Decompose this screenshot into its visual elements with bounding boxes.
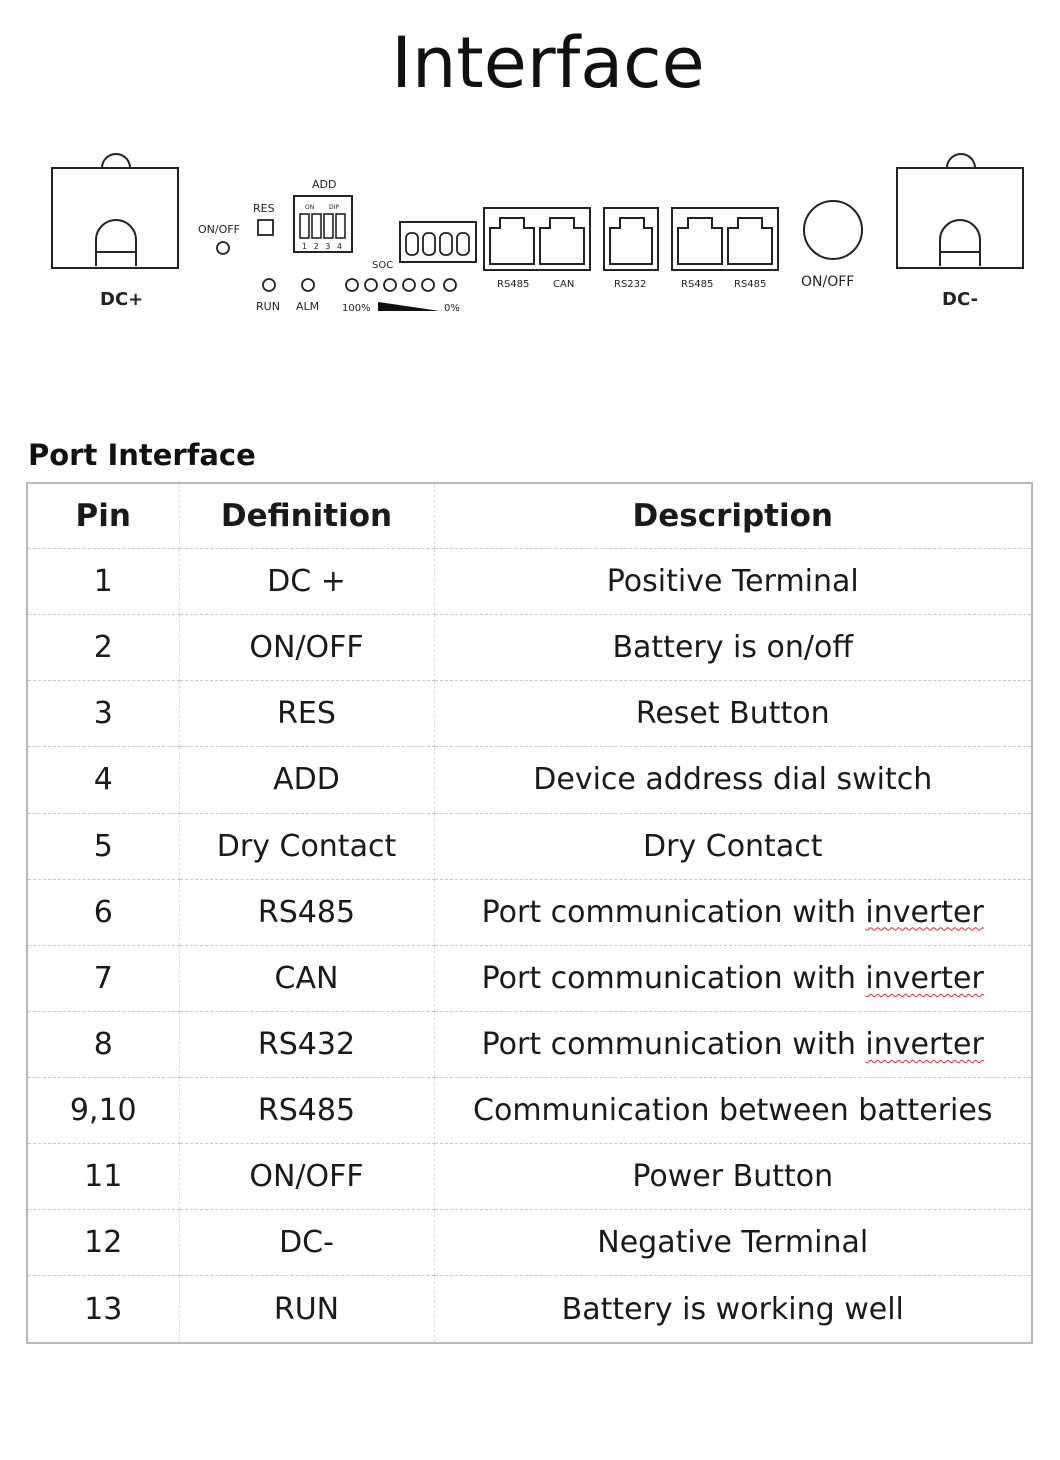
description-cell: Port communication with inverter xyxy=(434,945,1032,1011)
definition-cell: RS485 xyxy=(179,1078,434,1144)
column-header-description: Description xyxy=(434,483,1032,549)
table-row xyxy=(27,945,1032,1011)
table-row xyxy=(27,1144,1032,1210)
on-off-small-label: ON/OFF xyxy=(198,223,240,236)
description-cell: Device address dial switch xyxy=(434,747,1032,813)
pin-cell: 3 xyxy=(27,681,179,747)
table-row xyxy=(27,549,1032,615)
rs485-pair-port-icon xyxy=(672,208,778,270)
pin-cell: 13 xyxy=(27,1276,179,1343)
pin-cell: 6 xyxy=(27,879,179,945)
definition-cell: DC- xyxy=(179,1210,434,1276)
definition-cell: Dry Contact xyxy=(179,813,434,879)
soc-label: SOC xyxy=(372,260,394,271)
port-interface-heading: Port Interface xyxy=(28,438,256,472)
table-row xyxy=(27,1276,1032,1343)
description-cell: Reset Button xyxy=(434,681,1032,747)
table-row xyxy=(27,879,1032,945)
port-interface-table xyxy=(26,482,1033,1344)
rs232-port-label: RS232 xyxy=(614,279,647,290)
table-row xyxy=(27,747,1032,813)
column-header-pin: Pin xyxy=(27,483,179,549)
can-port-label: CAN xyxy=(553,279,575,290)
table-header-row xyxy=(27,483,1032,549)
description-cell: Communication between batteries xyxy=(434,1078,1032,1144)
pin-cell: 12 xyxy=(27,1210,179,1276)
soc-low-label: 0% xyxy=(444,303,460,314)
power-button-icon xyxy=(804,201,862,259)
description-cell: Negative Terminal xyxy=(434,1210,1032,1276)
rs232-port-icon xyxy=(604,208,658,270)
description-cell: Battery is working well xyxy=(561,1291,904,1327)
pin-cell: 8 xyxy=(27,1011,179,1077)
description-cell: Port communication with inverter xyxy=(434,1011,1032,1077)
soc-high-label: 100% xyxy=(342,303,371,314)
dip-numbers-label: 1 2 3 4 xyxy=(302,242,344,251)
definition-cell: ADD xyxy=(179,747,434,813)
column-header-definition: Definition xyxy=(179,483,434,549)
pin-cell: 1 xyxy=(27,549,179,615)
add-label: ADD xyxy=(312,178,337,191)
definition-cell: DC + xyxy=(179,549,434,615)
description-cell: Power Button xyxy=(434,1144,1032,1210)
table-row xyxy=(27,1011,1032,1077)
spellcheck-underline: inverter xyxy=(865,1026,984,1062)
dry-contact-connector-icon xyxy=(400,222,476,262)
page-title: Interface xyxy=(391,22,705,104)
dc-plus-label: DC+ xyxy=(100,289,144,310)
definition-cell: ON/OFF xyxy=(179,615,434,681)
dc-minus-label: DC- xyxy=(942,289,979,310)
alm-led-icon xyxy=(302,279,314,291)
table-row xyxy=(27,1210,1032,1276)
table-row xyxy=(27,615,1032,681)
description-cell: Port communication with inverter xyxy=(434,879,1032,945)
rs485-port-label-a: RS485 xyxy=(497,279,530,290)
on-off-led-icon xyxy=(217,242,229,254)
definition-cell: RES xyxy=(179,681,434,747)
description-cell: Battery is on/off xyxy=(434,615,1032,681)
run-label: RUN xyxy=(256,300,280,313)
pin-cell: 11 xyxy=(27,1144,179,1210)
soc-led-icons xyxy=(346,279,456,291)
definition-cell: CAN xyxy=(179,945,434,1011)
interface-panel-diagram xyxy=(0,130,1060,330)
description-cell: Positive Terminal xyxy=(434,549,1032,615)
definition-cell: ON/OFF xyxy=(179,1144,434,1210)
alm-label: ALM xyxy=(296,300,320,313)
definition-cell: RUN xyxy=(179,1276,434,1343)
definition-cell: RS432 xyxy=(179,1011,434,1077)
rs485-can-port-icon xyxy=(484,208,590,270)
dip-dip-label: DIP xyxy=(329,204,340,211)
reset-button-icon xyxy=(258,220,273,235)
spellcheck-underline: inverter xyxy=(865,960,984,996)
run-led-icon xyxy=(263,279,275,291)
spellcheck-underline: inverter xyxy=(865,894,984,930)
pin-cell: 4 xyxy=(27,747,179,813)
pin-cell: 2 xyxy=(27,615,179,681)
table-row xyxy=(27,813,1032,879)
table-row xyxy=(27,1078,1032,1144)
pin-cell: 7 xyxy=(27,945,179,1011)
res-label: RES xyxy=(253,202,275,215)
dc-plus-terminal xyxy=(52,154,178,268)
rs485-port-label-b: RS485 xyxy=(681,279,714,290)
table-row xyxy=(27,681,1032,747)
rs485-port-label-c: RS485 xyxy=(734,279,767,290)
soc-wedge-icon xyxy=(378,302,440,311)
dip-on-label: ON xyxy=(305,204,315,211)
description-cell: Dry Contact xyxy=(434,813,1032,879)
definition-cell: RS485 xyxy=(179,879,434,945)
dc-minus-terminal xyxy=(897,154,1023,268)
pin-cell: 5 xyxy=(27,813,179,879)
pin-cell: 9,10 xyxy=(27,1078,179,1144)
power-button-label: ON/OFF xyxy=(801,274,855,290)
